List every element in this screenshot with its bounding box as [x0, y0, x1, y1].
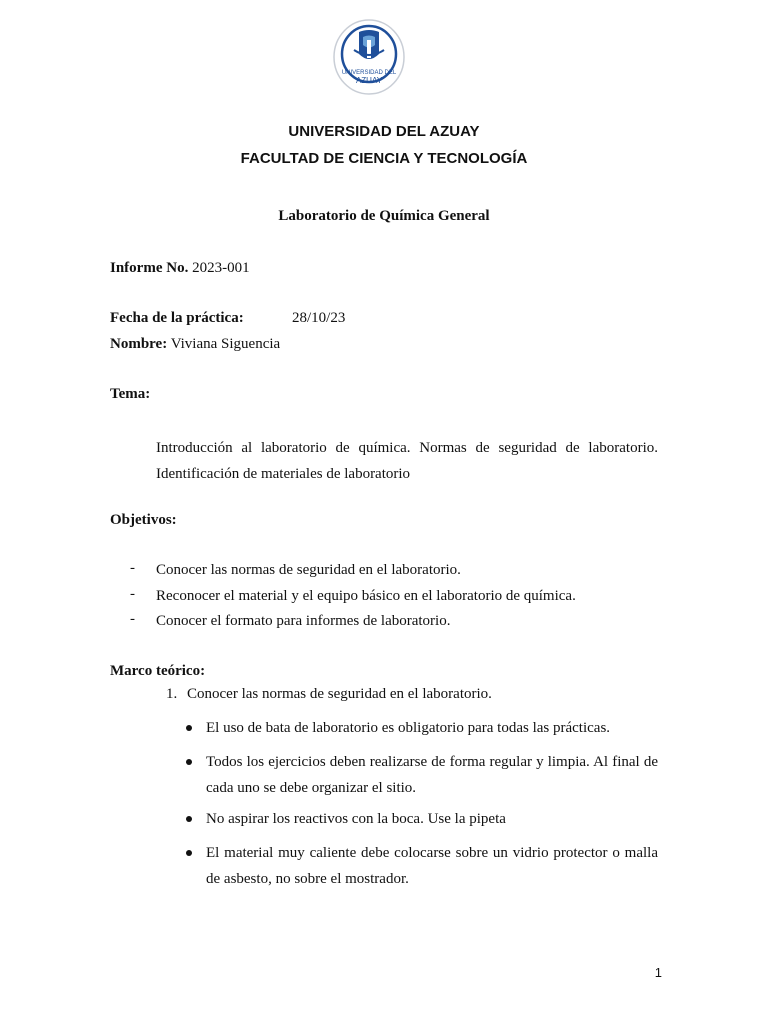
fecha-label: Fecha de la práctica: [110, 310, 244, 326]
dash-marker: - [130, 560, 135, 576]
bullet-text: Todos los ejercicios deben realizarse de forma regular y limpia. Al final de cada uno se debe organizar el sitio. [206, 754, 658, 796]
informe-label: Informe No. [110, 260, 189, 276]
objetivos-heading: Objetivos: [110, 512, 177, 528]
bullet-item [182, 840, 658, 892]
marco-heading: Marco teórico: [110, 663, 206, 679]
bullet-dot-icon [186, 850, 192, 856]
faculty-name: FACULTAD DE CIENCIA Y TECNOLOGÍA [240, 150, 528, 167]
fecha-value: 28/10/23 [292, 310, 346, 326]
bullet-item [182, 806, 658, 832]
university-seal-icon [332, 18, 406, 96]
tema-heading: Tema: [110, 386, 151, 402]
nombre-label: Nombre: [110, 336, 168, 352]
fecha-line [110, 310, 346, 327]
bullet-text: El material muy caliente debe colocarse sobre un vidrio protector o malla de asbesto, no sobre el mostrador. [206, 845, 658, 887]
dash-marker: - [130, 585, 135, 602]
bullet-dot-icon [186, 725, 192, 731]
svg-text:UNIVERSIDAD DEL: UNIVERSIDAD DEL [341, 70, 397, 76]
bullet-text: No aspirar los reactivos con la boca. Use la pipeta [206, 811, 506, 827]
tema-text: Introducción al laboratorio de química. Normas de seguridad de laboratorio. Identificación de materiales de laboratorio [156, 440, 658, 482]
dash-marker: - [130, 611, 135, 627]
svg-text:AZUAY: AZUAY [355, 76, 383, 85]
bullet-item [182, 715, 658, 741]
nombre-line [110, 336, 280, 353]
list-item-text: Reconocer el material y el equipo básico en el laboratorio de química. [156, 587, 576, 604]
list-item-text: Conocer las normas de seguridad en el laboratorio. [156, 562, 461, 578]
nombre-value: Viviana Siguencia [170, 336, 281, 352]
page-number: 1 [654, 965, 662, 980]
lab-title: Laboratorio de Química General [278, 208, 490, 224]
informe-value: 2023-001 [192, 260, 250, 276]
informe-line [110, 260, 250, 277]
list-item-text: Conocer el formato para informes de laboratorio. [156, 613, 451, 629]
bullet-text: El uso de bata de laboratorio es obligatorio para todas las prácticas. [206, 720, 611, 736]
bullet-item [182, 749, 658, 801]
item-number: 1. [166, 686, 178, 702]
bullet-dot-icon [186, 759, 192, 765]
university-name: UNIVERSIDAD DEL AZUAY [288, 123, 480, 140]
university-logo [332, 18, 406, 96]
numbered-item-text: Conocer las normas de seguridad en el laboratorio. [187, 686, 492, 702]
bullet-dot-icon [186, 816, 192, 822]
